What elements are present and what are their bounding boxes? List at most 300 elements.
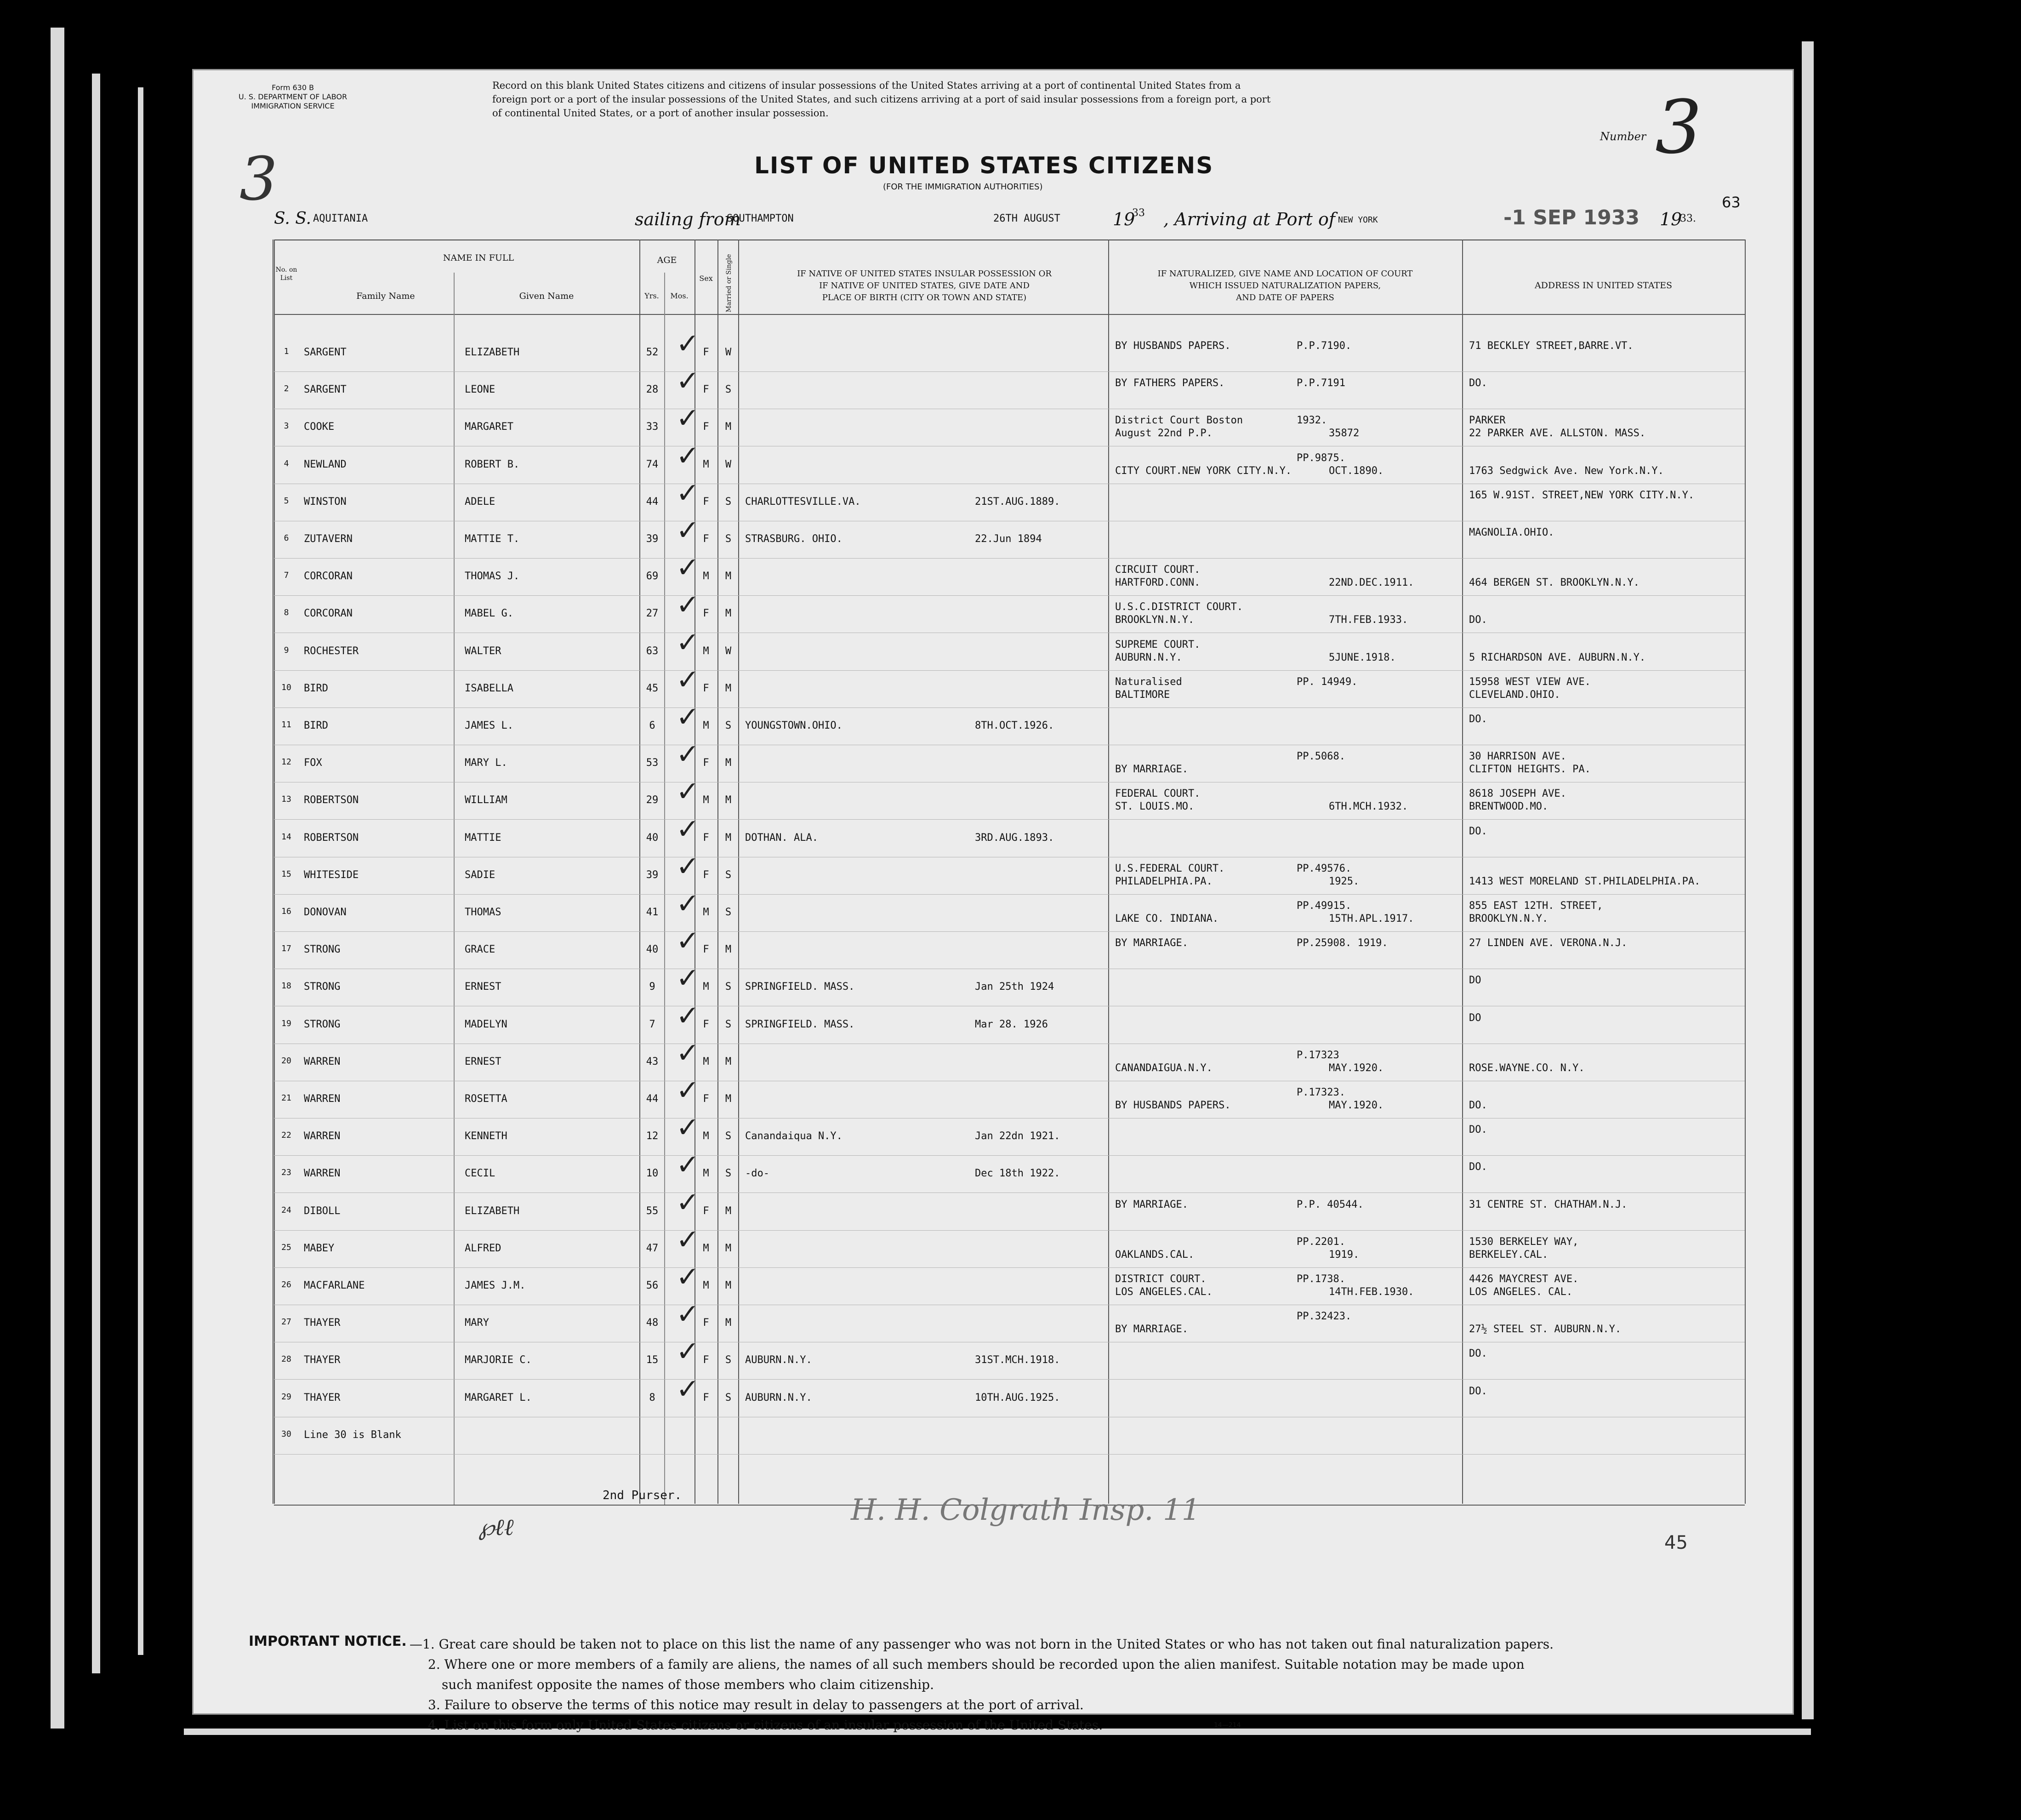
row-rule (274, 1155, 1745, 1156)
address-line-2: BROOKLYN.N.Y. (1469, 913, 1548, 924)
naturalization-location: BALTIMORE (1115, 689, 1170, 701)
check-mark-icon: ✓ (676, 552, 700, 584)
marital-status: W (725, 347, 732, 358)
check-mark-icon: ✓ (676, 1112, 700, 1144)
row-number: 25 (281, 1242, 291, 1252)
address-line-1: DO. (1469, 1161, 1487, 1173)
age-years: 12 (646, 1130, 659, 1142)
given-name: GRACE (465, 944, 495, 956)
address-line-2: 1413 WEST MORELAND ST.PHILADELPHIA.PA. (1469, 875, 1701, 887)
row-rule (274, 894, 1745, 895)
sex: M (703, 907, 709, 918)
row-number: 6 (284, 533, 289, 543)
sailing-label: sailing from (635, 209, 741, 229)
address-line-1: 30 HARRISON AVE. (1469, 751, 1566, 763)
sex: M (703, 1130, 709, 1142)
marital-status: M (725, 1317, 732, 1329)
form-number: Form 630 B (272, 83, 314, 92)
naturalization-date: 1919. (1329, 1249, 1360, 1261)
marital-status: S (725, 384, 732, 396)
birth-date: 8TH.OCT.1926. (975, 720, 1054, 731)
page-edge-left (51, 28, 64, 1729)
address-line-1: DO (1469, 975, 1481, 987)
address-line-1: 165 W.91ST. STREET,NEW YORK CITY.N.Y. (1469, 489, 1695, 501)
naturalization-location: LOS ANGELES.CAL. (1115, 1286, 1213, 1298)
check-mark-icon: ✓ (676, 962, 700, 995)
row-number: 24 (281, 1205, 291, 1215)
sex: F (703, 832, 709, 844)
row-number: 15 (281, 869, 291, 879)
given-name: ELIZABETH (465, 1205, 520, 1217)
naturalization-location: CANANDAIGUA.N.Y. (1115, 1062, 1213, 1074)
naturalization-court: CIRCUIT COURT. (1115, 564, 1201, 576)
age-years: 40 (646, 944, 659, 956)
family-name: STRONG (304, 981, 341, 993)
family-name: DIBOLL (304, 1205, 341, 1217)
number-value: 3 (1655, 84, 1702, 170)
port-from: SOUTHAMPTON (727, 213, 794, 224)
col-header-age: AGE (657, 255, 677, 265)
given-name: WALTER (465, 645, 501, 657)
given-name: ROSETTA (465, 1093, 507, 1105)
family-name: WARREN (304, 1130, 341, 1142)
notice-item-3: 3. Failure to observe the terms of this notice may result in delay to passengers at the port of arrival. (428, 1697, 1084, 1712)
naturalization-location: LAKE CO. INDIANA. (1115, 913, 1219, 924)
col-header-family: Family Name (356, 291, 415, 301)
naturalization-location: OAKLANDS.CAL. (1115, 1249, 1195, 1261)
address-line-2: ROSE.WAYNE.CO. N.Y. (1469, 1062, 1585, 1074)
col-header-yrs: Yrs. (644, 291, 659, 300)
sex: M (703, 794, 709, 806)
naturalization-date: 6TH.MCH.1932. (1329, 801, 1408, 813)
naturalization-papers: PP.1738. (1297, 1273, 1345, 1285)
page-number: 63 (1722, 194, 1741, 211)
col-header-mos: Mos. (670, 291, 689, 300)
row-number: 28 (281, 1354, 291, 1364)
marital-status: S (725, 869, 732, 881)
page-edge-right (1802, 41, 1814, 1719)
family-name: BIRD (304, 682, 328, 694)
given-name: MATTIE (465, 832, 501, 844)
row-number: 4 (284, 458, 289, 468)
naturalization-date: MAY.1920. (1329, 1100, 1384, 1111)
sex: F (703, 608, 709, 620)
row-rule (274, 707, 1745, 708)
row-rule (274, 931, 1745, 932)
col-header-naturalized (1108, 268, 1462, 304)
given-name: MARY L. (465, 757, 507, 769)
given-name: ADELE (465, 496, 495, 508)
address-line-2: 5 RICHARDSON AVE. AUBURN.N.Y. (1469, 651, 1646, 663)
row-rule (274, 371, 1745, 372)
marital-status: M (725, 832, 732, 844)
sex: F (703, 421, 709, 433)
notice-item-1: —1. Great care should be taken not to place on this list the name of any passenger who was not born in the United States or who has not taken out final naturalization papers. (410, 1637, 1554, 1652)
notice-heading: IMPORTANT NOTICE. (249, 1633, 407, 1649)
family-name: WINSTON (304, 496, 347, 508)
row-number: 19 (281, 1018, 291, 1028)
row-number: 1 (284, 347, 289, 356)
row-number: 14 (281, 832, 291, 842)
naturalization-papers: 1932. (1297, 415, 1327, 427)
col-header-birth-3: PLACE OF BIRTH (CITY OR TOWN AND STATE) (822, 293, 1027, 302)
row-number: 7 (284, 571, 289, 581)
ship-name: AQUITANIA (313, 213, 368, 224)
birth-date: Dec 18th 1922. (975, 1168, 1060, 1180)
col-header-birth-1: IF NATIVE OF UNITED STATES INSULAR POSSESSION OR (797, 269, 1052, 279)
given-name: ROBERT B. (465, 458, 520, 470)
check-mark-icon: ✓ (676, 1298, 700, 1331)
age-years: 39 (646, 869, 659, 881)
header-divider (274, 314, 1745, 315)
department: U. S. DEPARTMENT OF LABOR (239, 92, 347, 101)
year-suffix: 33 (1132, 207, 1145, 219)
row-number: 12 (281, 757, 291, 767)
col-header-name: NAME IN FULL (443, 253, 514, 263)
naturalization-papers: PP.49915. (1297, 900, 1352, 912)
arriving-label: , Arriving at Port of (1163, 209, 1335, 229)
naturalization-papers: P.P.7191 (1297, 377, 1345, 389)
col-rule-1 (454, 273, 455, 1505)
check-mark-icon: ✓ (676, 813, 700, 845)
check-mark-icon: ✓ (676, 1149, 700, 1181)
row-number: 8 (284, 608, 289, 618)
birth-date: 3RD.AUG.1893. (975, 832, 1054, 844)
family-name: MABEY (304, 1242, 335, 1254)
row-number: 21 (281, 1093, 291, 1103)
check-mark-icon: ✓ (676, 888, 700, 920)
check-mark-icon: ✓ (676, 365, 700, 398)
birth-place: SPRINGFIELD. MASS. (745, 1018, 855, 1030)
sex: M (703, 720, 709, 731)
address-line-1: MAGNOLIA.OHIO. (1469, 527, 1554, 538)
address-line-1: DO. (1469, 825, 1487, 837)
row-number: 20 (281, 1055, 291, 1066)
address-line-2: DO. (1469, 1100, 1487, 1111)
birth-place: DOTHAN. ALA. (745, 832, 818, 844)
age-years: 52 (646, 347, 659, 358)
col-header-no: No. on List (275, 266, 297, 282)
page-subtitle: (FOR THE IMMIGRATION AUTHORITIES) (883, 182, 1043, 192)
age-years: 74 (646, 458, 659, 470)
naturalization-date: 15TH.APL.1917. (1329, 913, 1414, 924)
age-years: 55 (646, 1205, 659, 1217)
row-number: 11 (281, 720, 291, 730)
age-years: 10 (646, 1168, 659, 1180)
sex: F (703, 1205, 709, 1217)
naturalization-location: August 22nd P.P. (1115, 428, 1213, 439)
birth-place: STRASBURG. OHIO. (745, 533, 843, 545)
age-years: 48 (646, 1317, 659, 1329)
given-name: ISABELLA (465, 682, 513, 694)
sex: M (703, 1280, 709, 1291)
family-name: ROBERTSON (304, 832, 359, 844)
instruction-line-1: Record on this blank United States citizens and citizens of insular possessions of the United States arriving at a port of continental United States from a (492, 80, 1241, 91)
given-name: WILLIAM (465, 794, 507, 806)
address-line-1: 855 EAST 12TH. STREET, (1469, 900, 1603, 912)
purser-label: 2nd Purser. (603, 1489, 682, 1502)
naturalization-location: BY HUSBANDS PAPERS. (1115, 1100, 1231, 1111)
naturalization-court: BY FATHERS PAPERS. (1115, 377, 1225, 389)
family-name: ROCHESTER (304, 645, 359, 657)
arrival-year-suffix: 33. (1680, 213, 1696, 224)
marital-status: S (725, 1130, 732, 1142)
sex: M (703, 458, 709, 470)
address-line-1: 27 LINDEN AVE. VERONA.N.J. (1469, 937, 1628, 949)
sex: F (703, 1354, 709, 1366)
sex: M (703, 571, 709, 582)
age-years: 41 (646, 907, 659, 918)
year-prefix: 19 (1113, 209, 1135, 229)
naturalization-papers: P.P.7190. (1297, 340, 1352, 352)
family-name: MACFARLANE (304, 1280, 365, 1291)
address-line-1: 71 BECKLEY STREET,BARRE.VT. (1469, 340, 1634, 352)
marital-status: M (725, 1093, 732, 1105)
naturalization-court: SUPREME COURT. (1115, 639, 1201, 650)
sex: M (703, 981, 709, 993)
birth-place: AUBURN.N.Y. (745, 1392, 812, 1404)
family-name: WARREN (304, 1055, 341, 1067)
address-line-1: 1530 BERKELEY WAY, (1469, 1236, 1579, 1248)
marital-status: M (725, 682, 732, 694)
marital-status: S (725, 981, 732, 993)
row-number: 9 (284, 645, 289, 655)
col-header-address: ADDRESS IN UNITED STATES (1534, 280, 1673, 291)
address-line-2: 1763 Sedgwick Ave. New York.N.Y. (1469, 465, 1664, 477)
col-header-nat-1: IF NATURALIZED, GIVE NAME AND LOCATION OF COURT (1157, 269, 1413, 279)
check-mark-icon: ✓ (676, 663, 700, 696)
address-line-1: 15958 WEST VIEW AVE. (1469, 676, 1591, 688)
marital-status: M (725, 608, 732, 620)
marital-status: S (725, 1018, 732, 1030)
birth-place: YOUNGSTOWN.OHIO. (745, 720, 843, 731)
birth-date: 22.Jun 1894 (975, 533, 1042, 545)
birth-place: AUBURN.N.Y. (745, 1354, 812, 1366)
col-header-birth-2: IF NATIVE OF UNITED STATES, GIVE DATE AND (819, 281, 1030, 291)
check-mark-icon: ✓ (676, 514, 700, 547)
age-years: 44 (646, 496, 659, 508)
check-mark-icon: ✓ (676, 402, 700, 435)
page-title: LIST OF UNITED STATES CITIZENS (754, 152, 1214, 179)
naturalization-papers: PP.9875. (1297, 452, 1345, 464)
notice-item-2-cont: such manifest opposite the names of those members who claim citizenship. (442, 1677, 934, 1692)
given-name: ELIZABETH (465, 347, 520, 358)
marital-status: M (725, 1242, 732, 1254)
birth-place: -do- (745, 1168, 769, 1180)
age-years: 56 (646, 1280, 659, 1291)
sex: F (703, 1317, 709, 1329)
naturalization-date: MAY.1920. (1329, 1062, 1384, 1074)
instruction-line-2: foreign port or a port of the insular possessions of the United States, and such citizens arriving at a port of said insular possessions from a foreign port, a port (492, 94, 1271, 105)
family-name: THAYER (304, 1317, 341, 1329)
sex: M (703, 645, 709, 657)
family-name: BIRD (304, 720, 328, 731)
naturalization-date: OCT.1890. (1329, 465, 1384, 477)
marital-status: S (725, 496, 732, 508)
age-years: 33 (646, 421, 659, 433)
naturalization-papers: PP.32423. (1297, 1311, 1352, 1323)
naturalization-papers: PP. 14949. (1297, 676, 1358, 688)
address-line-2: 22 PARKER AVE. ALLSTON. MASS. (1469, 428, 1646, 439)
row-number: 23 (281, 1168, 291, 1178)
given-name: ERNEST (465, 981, 501, 993)
age-years: 44 (646, 1093, 659, 1105)
given-name: JAMES J.M. (465, 1280, 526, 1291)
marital-status: W (725, 645, 732, 657)
sheet-number: 45 (1664, 1532, 1688, 1553)
col-rule-7 (1108, 240, 1109, 1504)
check-mark-icon: ✓ (676, 925, 700, 958)
row-number: 5 (284, 496, 289, 506)
age-years: 63 (646, 645, 659, 657)
age-years: 6 (649, 720, 655, 731)
ss-label: S. S. (274, 209, 312, 228)
naturalization-date: 35872 (1329, 428, 1360, 439)
col-header-nat-3: AND DATE OF PAPERS (1236, 293, 1334, 302)
marital-status: W (725, 458, 732, 470)
given-name: MABEL G. (465, 608, 513, 620)
given-name: SADIE (465, 869, 495, 881)
given-name: MARGARET (465, 421, 513, 433)
page-edge-left-2 (92, 74, 100, 1673)
given-name: THOMAS (465, 907, 501, 918)
sex: F (703, 1093, 709, 1105)
naturalization-court: BY MARRIAGE. (1115, 937, 1188, 949)
age-years: 7 (649, 1018, 655, 1030)
row-number: 17 (281, 944, 291, 954)
given-name: JAMES L. (465, 720, 513, 731)
sex: F (703, 1018, 709, 1030)
check-mark-icon: ✓ (676, 1261, 700, 1293)
row-number: 10 (281, 682, 291, 692)
given-name: LEONE (465, 384, 495, 396)
naturalization-papers: PP.2201. (1297, 1236, 1345, 1248)
instruction-line-3: of continental United States, or a port of another insular possession. (492, 108, 829, 119)
row-rule (274, 595, 1745, 596)
col-header-nat-2: WHICH ISSUED NATURALIZATION PAPERS, (1189, 281, 1381, 291)
address-line-2: BRENTWOOD.MO. (1469, 801, 1548, 813)
check-mark-icon: ✓ (676, 1373, 700, 1405)
address-line-2: DO. (1469, 614, 1487, 626)
row-number: 3 (284, 421, 289, 431)
age-years: 8 (649, 1392, 655, 1404)
birth-date: Mar 28. 1926 (975, 1018, 1048, 1030)
row-rule (274, 1267, 1745, 1268)
sex: M (703, 1055, 709, 1067)
naturalization-court: DISTRICT COURT. (1115, 1273, 1207, 1285)
naturalization-papers: P.P. 40544. (1297, 1198, 1364, 1210)
birth-date: 31ST.MCH.1918. (975, 1354, 1060, 1366)
naturalization-location: BY MARRIAGE. (1115, 764, 1188, 776)
check-mark-icon: ✓ (676, 1335, 700, 1368)
given-name: MADELYN (465, 1018, 507, 1030)
row-number: 22 (281, 1130, 291, 1141)
address-line-2: CLEVELAND.OHIO. (1469, 689, 1560, 701)
row-number: 13 (281, 794, 291, 804)
port-to: NEW YORK (1338, 215, 1378, 225)
age-years: 39 (646, 533, 659, 545)
age-years: 27 (646, 608, 659, 620)
family-name: STRONG (304, 944, 341, 956)
age-years: 43 (646, 1055, 659, 1067)
row-number: 2 (284, 384, 289, 394)
row-number: 29 (281, 1392, 291, 1402)
family-name: WARREN (304, 1168, 341, 1180)
sex: F (703, 384, 709, 396)
marital-status: S (725, 907, 732, 918)
naturalization-date: 5JUNE.1918. (1329, 651, 1396, 663)
address-line-1: 4426 MAYCREST AVE. (1469, 1273, 1579, 1285)
sex: F (703, 533, 709, 545)
naturalization-papers: PP.25908. 1919. (1297, 937, 1388, 949)
birth-place: Canandaiqua N.Y. (745, 1130, 843, 1142)
sex: F (703, 1392, 709, 1404)
family-name: SARGENT (304, 384, 347, 396)
print-code: 14—214 (1214, 1722, 1241, 1729)
age-years: 9 (649, 981, 655, 993)
number-label: Number (1600, 130, 1646, 143)
age-years: 28 (646, 384, 659, 396)
marital-status: M (725, 1280, 732, 1291)
naturalization-date: 7TH.FEB.1933. (1329, 614, 1408, 626)
address-line-1: DO (1469, 1012, 1481, 1024)
naturalization-date: 14TH.FEB.1930. (1329, 1286, 1414, 1298)
given-name: MATTIE T. (465, 533, 520, 545)
check-mark-icon: ✓ (676, 1037, 700, 1069)
naturalization-court: District Court Boston (1115, 415, 1243, 427)
naturalization-location: AUBURN.N.Y. (1115, 651, 1182, 663)
family-name: SARGENT (304, 347, 347, 358)
address-line-1: DO. (1469, 1348, 1487, 1360)
naturalization-court: U.S.C.DISTRICT COURT. (1115, 601, 1243, 613)
age-years: 69 (646, 571, 659, 582)
col-rule-3 (664, 273, 665, 1505)
naturalization-court: Naturalised (1115, 676, 1182, 688)
check-mark-icon: ✓ (676, 850, 700, 883)
sex: F (703, 682, 709, 694)
naturalization-location: CITY COURT.NEW YORK CITY.N.Y. (1115, 465, 1292, 477)
notice-item-2: 2. Where one or more members of a family are aliens, the names of all such members should be recorded upon the alien manifest. Suitable notation may be made upon (428, 1657, 1525, 1672)
marital-status: S (725, 533, 732, 545)
address-line-2: CLIFTON HEIGHTS. PA. (1469, 764, 1591, 776)
given-name: MARGARET L. (465, 1392, 532, 1404)
check-mark-icon: ✓ (676, 626, 700, 659)
family-name: WARREN (304, 1093, 341, 1105)
marital-status: M (725, 1205, 732, 1217)
naturalization-location: HARTFORD.CONN. (1115, 577, 1201, 589)
col-rule-9 (1745, 240, 1746, 1504)
purser-signature-mark: ℘ℓℓ (478, 1514, 514, 1540)
address-line-2: 464 BERGEN ST. BROOKLYN.N.Y. (1469, 577, 1640, 589)
birth-date: 10TH.AUG.1925. (975, 1392, 1060, 1404)
family-name: CORCORAN (304, 608, 353, 620)
naturalization-court: U.S.FEDERAL COURT. (1115, 862, 1225, 874)
naturalization-location: BY MARRIAGE. (1115, 1324, 1188, 1335)
family-name: NEWLAND (304, 458, 347, 470)
row-number: 16 (281, 907, 291, 916)
naturalization-papers: PP.49576. (1297, 862, 1352, 874)
given-name: CECIL (465, 1168, 495, 1180)
row-rule (274, 1454, 1745, 1455)
family-name: STRONG (304, 1018, 341, 1030)
address-line-1: PARKER (1469, 415, 1506, 427)
address-line-2: 27½ STEEL ST. AUBURN.N.Y. (1469, 1324, 1622, 1335)
form-info (239, 83, 347, 111)
row-number: 30 (281, 1429, 291, 1439)
birth-date: 21ST.AUG.1889. (975, 496, 1060, 508)
family-name: ZUTAVERN (304, 533, 353, 545)
naturalization-location: ST. LOUIS.MO. (1115, 801, 1195, 813)
